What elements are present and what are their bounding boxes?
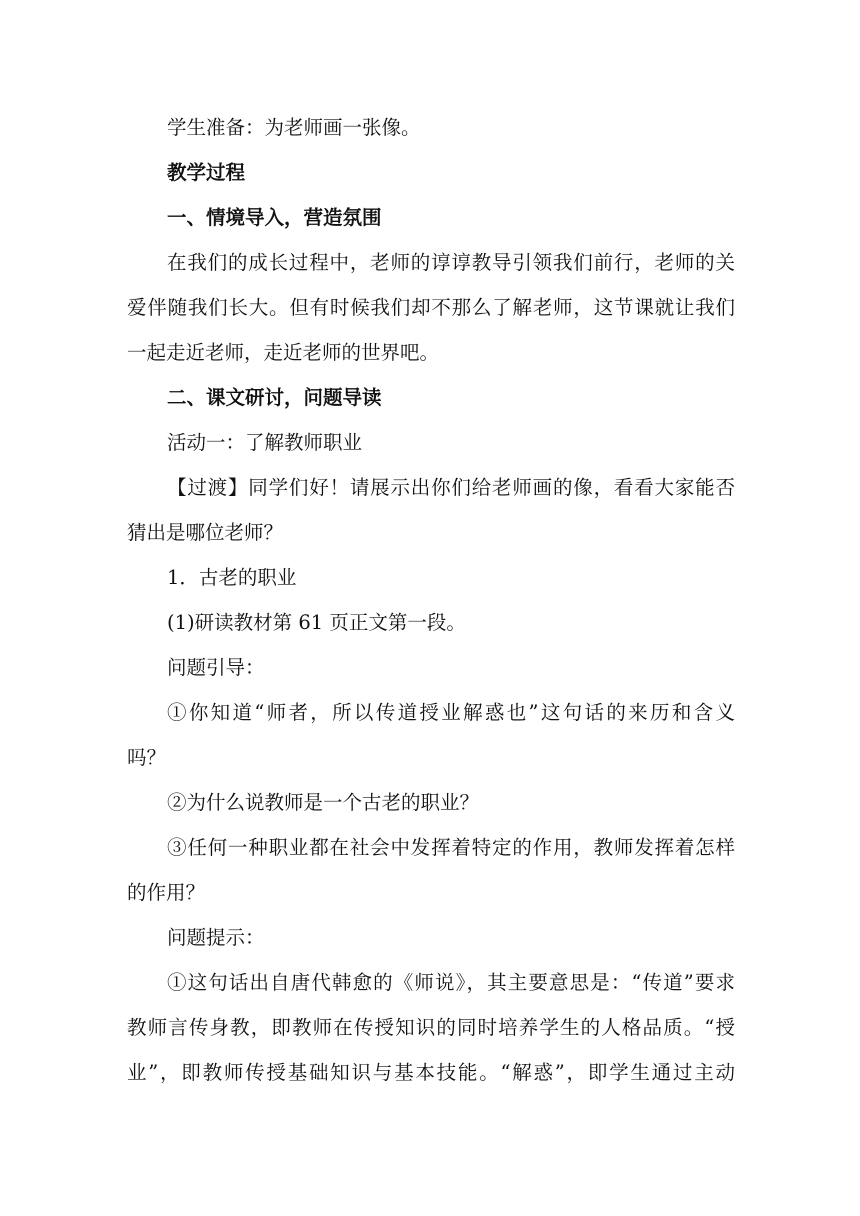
hint-line: 业”，即教师传授基础知识与基本技能。“解惑”，即学生通过主动 [127, 1061, 735, 1084]
question-hint-label: 问题提示： [167, 926, 265, 949]
section-heading-intro: 一、情境导入，营造氛围 [167, 206, 382, 229]
activity-heading: 活动一：了解教师职业 [167, 431, 363, 454]
hint-line: 教师言传身教，即教师在传授知识的同时培养学生的人格品质。“授 [127, 1016, 735, 1039]
student-prep-line: 学生准备：为老师画一张像。 [167, 116, 421, 139]
paragraph-line: 猜出是哪位老师？ [127, 521, 284, 544]
section-heading-teaching-process: 教学过程 [167, 161, 246, 184]
paragraph-line: (1)研读教材第 61 页正文第一段。 [167, 611, 466, 634]
paragraph-line: 在我们的成长过程中，老师的谆谆教导引领我们前行，老师的关 [167, 251, 735, 274]
subheading-ancient-profession: 1．古老的职业 [167, 566, 297, 589]
section-heading-text-study: 二、课文研讨，问题导读 [167, 386, 382, 409]
paragraph-line: 爱伴随我们长大。但有时候我们却不那么了解老师，这节课就让我们 [127, 296, 735, 319]
paragraph-line: 一起走近老师，走近老师的世界吧。 [127, 341, 440, 364]
question-line: ①你知道“师者，所以传道授业解惑也”这句话的来历和含义 [167, 701, 735, 724]
question-line: ③任何一种职业都在社会中发挥着特定的作用，教师发挥着怎样 [167, 836, 735, 859]
paragraph-line: 【过渡】同学们好！请展示出你们给老师画的像，看看大家能否 [167, 476, 735, 499]
question-guide-label: 问题引导： [167, 656, 265, 679]
question-line: 吗？ [127, 746, 167, 769]
question-line: ②为什么说教师是一个古老的职业？ [167, 791, 480, 814]
hint-line: ①这句话出自唐代韩愈的《师说》，其主要意思是：“传道”要求 [167, 971, 735, 994]
question-line: 的作用？ [127, 881, 206, 904]
